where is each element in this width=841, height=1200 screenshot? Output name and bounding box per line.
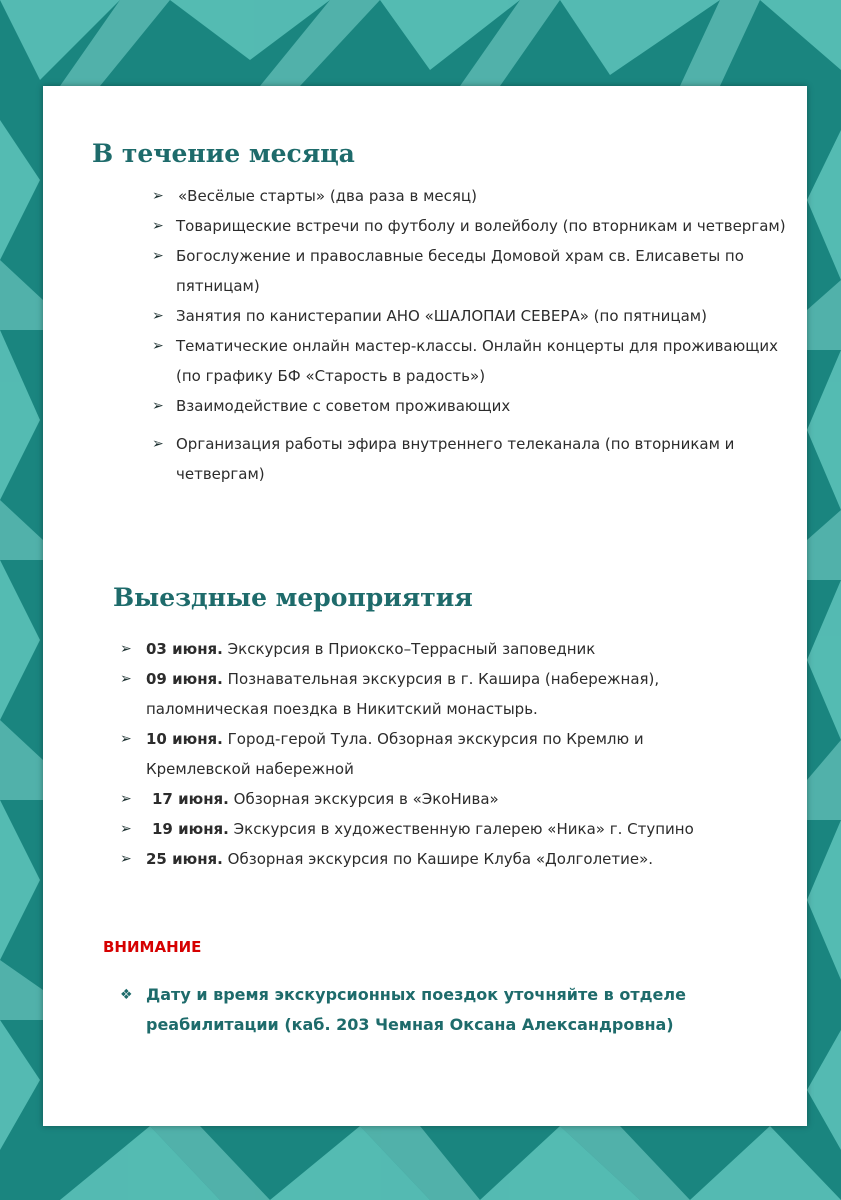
arrowhead-bullet-icon: ➢: [152, 218, 164, 234]
diamond-bullet-icon: ❖: [120, 987, 133, 1003]
arrowhead-bullet-icon: ➢: [120, 731, 132, 747]
list-item: ➢ Тематические онлайн мастер-классы. Онлайн концерты для проживающих (по графику БФ «Старость в радость»): [152, 331, 800, 391]
list-item: ➢ Организация работы эфира внутреннего телеканала (по вторникам и четвергам): [152, 429, 800, 489]
arrowhead-bullet-icon: ➢: [152, 308, 164, 324]
trips-heading: Выездные мероприятия: [113, 583, 473, 612]
arrowhead-bullet-icon: ➢: [152, 436, 164, 452]
list-item: ❖ Дату и время экскурсионных поездок уточняйте в отделе реабилитации (каб. 203 Чемная Оксана Александровна): [120, 980, 720, 1040]
arrowhead-bullet-icon: ➢: [120, 671, 132, 687]
list-item: ➢ 09 июня. Познавательная экскурсия в г. Кашира (набережная), паломническая поездка в Никитский монастырь.: [120, 664, 720, 724]
arrowhead-bullet-icon: ➢: [120, 821, 132, 837]
list-item: ➢ 03 июня. Экскурсия в Приокско–Террасный заповедник: [120, 634, 720, 664]
list-item: ➢ Товарищеские встречи по футболу и волейболу (по вторникам и четвергам): [152, 211, 800, 241]
arrowhead-bullet-icon: ➢: [152, 248, 164, 264]
list-item: ➢ 25 июня. Обзорная экскурсия по Кашире Клуба «Долголетие».: [120, 844, 720, 874]
arrowhead-bullet-icon: ➢: [152, 338, 164, 354]
attention-label: ВНИМАНИЕ: [103, 938, 202, 956]
list-item: ➢ 10 июня. Город-герой Тула. Обзорная экскурсия по Кремлю и Кремлевской набережной: [120, 724, 720, 784]
list-item: ➢ «Весёлые старты» (два раза в месяц): [152, 181, 800, 211]
trips-list: [120, 634, 720, 874]
arrowhead-bullet-icon: ➢: [120, 641, 132, 657]
arrowhead-bullet-icon: ➢: [152, 188, 164, 204]
list-item: ➢ Взаимодействие с советом проживающих: [152, 391, 800, 421]
arrowhead-bullet-icon: ➢: [152, 398, 164, 414]
list-item: ➢ Богослужение и православные беседы Домовой храм св. Елисаветы по пятницам): [152, 241, 800, 301]
arrowhead-bullet-icon: ➢: [120, 791, 132, 807]
monthly-list: [152, 181, 800, 489]
monthly-heading: В течение месяца: [92, 139, 355, 168]
arrowhead-bullet-icon: ➢: [120, 851, 132, 867]
list-item: ➢ Занятия по канистерапии АНО «ШАЛОПАИ СЕВЕРА» (по пятницам): [152, 301, 800, 331]
list-item: ➢ 19 июня. Экскурсия в художественную галерею «Ника» г. Ступино: [120, 814, 720, 844]
list-item: ➢ 17 июня. Обзорная экскурсия в «ЭкоНива»: [120, 784, 720, 814]
attention-note: [120, 980, 720, 1040]
